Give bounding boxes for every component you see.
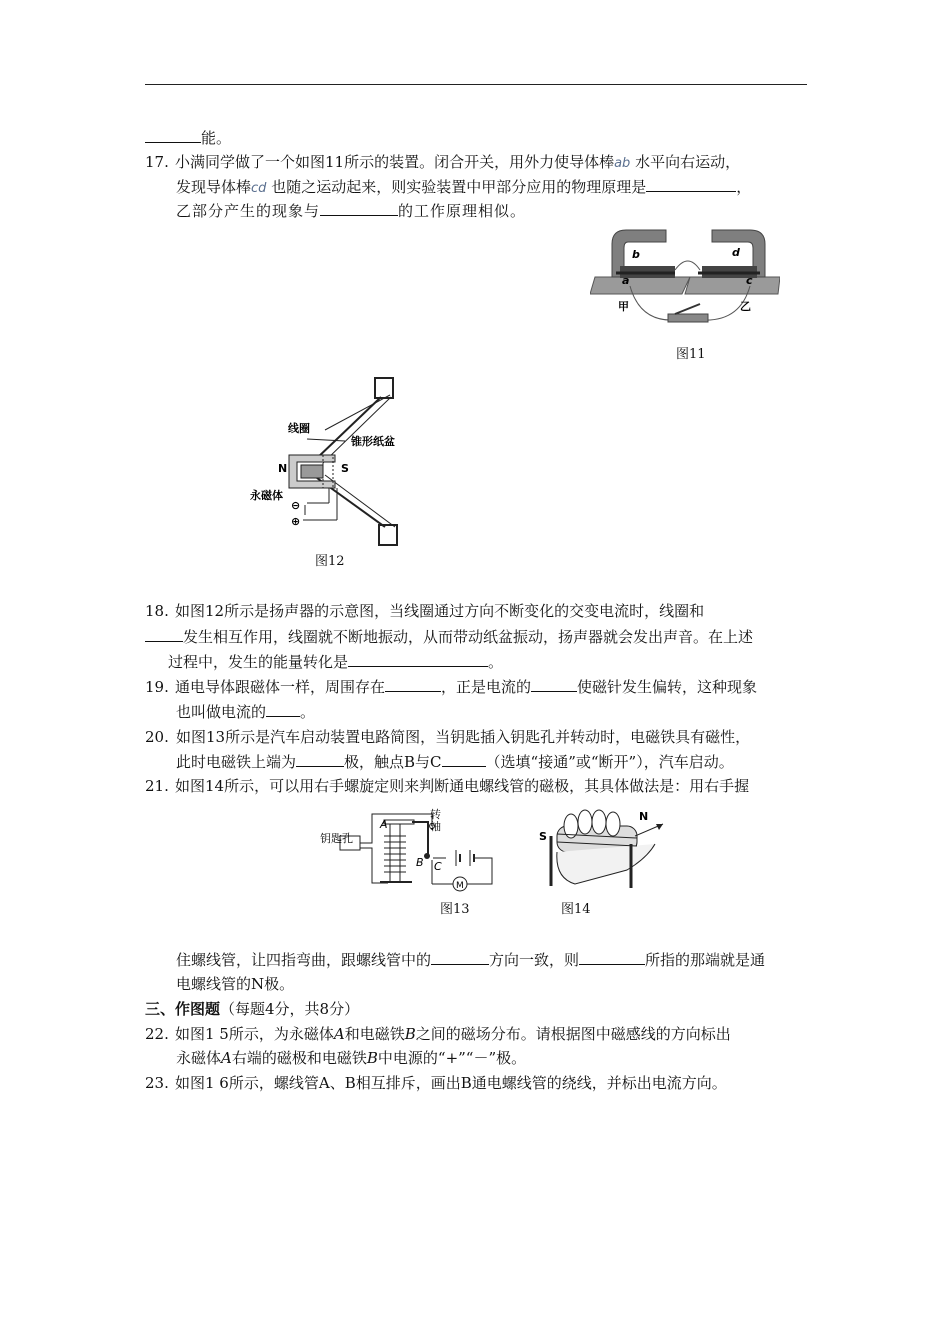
label-cone: 锥形纸盆: [351, 435, 395, 448]
q21-line2: 住螺线管，让四指弯曲，跟螺线管中的 方向一致，则 所指的那端就是通: [176, 951, 766, 969]
label-s: S: [539, 830, 547, 843]
label-a: A: [380, 818, 388, 831]
label-coil: 线圈: [288, 422, 310, 435]
label-a: a: [622, 274, 630, 287]
label-yi: 乙: [740, 300, 751, 313]
q20-line1: 20. 如图13所示是汽车启动装置电路简图，当钥匙插入钥匙孔并转动时，电磁铁具有磁性，: [145, 728, 751, 746]
figure-12-caption: 图12: [315, 554, 345, 569]
label-b: b: [632, 248, 640, 261]
answer-blank[interactable]: [296, 751, 344, 767]
section-note: （每题4分，共8分）: [220, 1000, 360, 1018]
q19-line1: 19. 通电导体跟磁体一样，周围存在 ，正是电流的 使磁针发生偏转，这种现象: [145, 678, 758, 696]
q22-line2: 永磁体A右端的磁极和电磁铁B中电源的“+”“－”极。: [176, 1049, 527, 1067]
label-n: N: [639, 810, 649, 823]
answer-blank[interactable]: [531, 676, 577, 692]
question-number: 20.: [145, 728, 169, 746]
answer-blank[interactable]: [320, 200, 398, 216]
q20-line2: 此时电磁铁上端为 极，触点B与C （选填“接通”或“断开”），汽车启动。: [176, 753, 734, 771]
label-jia: 甲: [618, 300, 629, 313]
q17-line1: 17. 小满同学做了一个如图11所示的装置。闭合开关，用外力使导体棒ab 水平向右运动，: [145, 153, 741, 171]
answer-blank[interactable]: [431, 949, 489, 965]
section-title: 三、作图题: [145, 1000, 221, 1018]
answer-blank[interactable]: [385, 676, 441, 692]
question-number: 19.: [145, 678, 169, 696]
answer-blank[interactable]: [348, 651, 488, 667]
figure-14-caption: 图14: [561, 902, 591, 917]
q19-line2: 也叫做电流的 。: [176, 703, 316, 721]
q18-line2: 发生相互作用，线圈就不断地振动，从而带动纸盆振动，扬声器就会发出声音。在上述: [145, 626, 753, 647]
figure-13-caption: 图13: [440, 902, 470, 917]
question-number: 23.: [145, 1074, 169, 1092]
label-d: d: [732, 246, 740, 259]
handwritten-ab: ab: [614, 156, 631, 171]
figure-11: [590, 222, 780, 334]
q21-line1: 21. 如图14所示，可以用右手螺旋定则来判断通电螺线管的磁极，其具体做法是：用右手握: [145, 777, 750, 795]
label-c: c: [746, 274, 753, 287]
q16-tail: 能。: [145, 127, 231, 148]
motor-icon: M: [456, 881, 464, 891]
question-number: 22.: [145, 1025, 169, 1043]
question-number: 21.: [145, 777, 169, 795]
label-magnet: 永磁体: [250, 489, 283, 502]
q18-line1: 18. 如图12所示是扬声器的示意图，当线圈通过方向不断变化的交变电流时，线圈和: [145, 602, 705, 620]
section-3-heading: [145, 999, 359, 1019]
label-plus: ⊕: [291, 515, 301, 528]
answer-blank[interactable]: [145, 127, 201, 143]
q23-line1: 23. 如图1 6所示，螺线管A、B相互排斥，画出B通电螺线管的绕线，并标出电流方向。: [145, 1074, 727, 1092]
label-keyhole: 钥匙孔: [320, 832, 353, 845]
q18-line3: 过程中，发生的能量转化是 。: [168, 653, 504, 671]
figure-11-caption: 图11: [676, 347, 706, 362]
answer-blank[interactable]: [442, 751, 486, 767]
label-n: N: [278, 462, 288, 475]
figure-12: [245, 375, 405, 550]
header-rule: [145, 84, 807, 85]
label-axis-1: 转: [430, 808, 441, 821]
figure-13: [320, 808, 500, 893]
q22-line1: 22. 如图1 5所示，为永磁体A和电磁铁B之间的磁场分布。请根据图中磁感线的方向标出: [145, 1025, 731, 1043]
answer-blank[interactable]: [266, 701, 300, 717]
figure-14: [535, 806, 675, 896]
q21-line3: 电螺线管的N极。: [176, 975, 295, 993]
answer-blank[interactable]: [646, 176, 736, 192]
label-axis-2: 轴: [430, 820, 441, 833]
q17-line3: 乙部分产生的现象与 的工作原理相似。: [176, 202, 527, 220]
handwritten-cd: cd: [251, 181, 267, 196]
question-number: 18.: [145, 602, 169, 620]
question-number: 17.: [145, 153, 169, 171]
label-s: S: [341, 462, 349, 475]
label-minus: ⊖: [291, 499, 301, 512]
label-b: B: [416, 856, 424, 869]
label-c: C: [434, 860, 442, 873]
q17-line2: 发现导体棒cd 也随之运动起来，则实验装置中甲部分应用的物理原理是 ，: [176, 178, 752, 196]
answer-blank[interactable]: [579, 949, 645, 965]
answer-blank[interactable]: [145, 626, 183, 642]
